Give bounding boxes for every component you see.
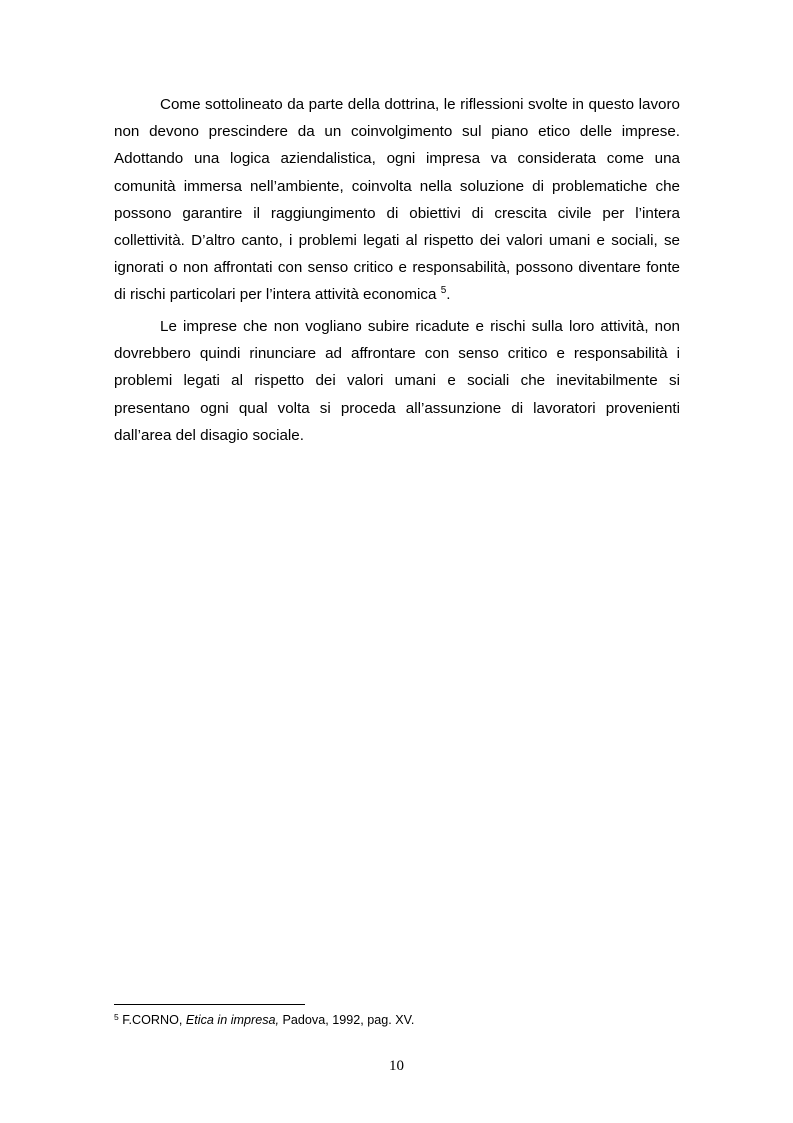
- paragraph-2-text: Le imprese che non vogliano subire ricadute e rischi sulla loro attività, non dovrebbero quindi rinunciare ad affrontare con senso critico e responsabilità i problemi legati al rispetto dei valori umani e sociali che inevitabilmente si presentano ogni qual volta si proceda all’assunzione di lavoratori provenienti dall’area del disagio sociale.: [114, 318, 680, 444]
- footnote-separator: [114, 1004, 305, 1005]
- page-number: 10: [389, 1058, 404, 1074]
- footnote-reference[interactable]: 5: [440, 285, 447, 297]
- footnote: [114, 1012, 680, 1028]
- footnote-author: F.CORNO,: [122, 1013, 183, 1027]
- footnote-details: Padova, 1992, pag. XV.: [282, 1013, 415, 1027]
- footnote-number: 5: [114, 1012, 119, 1022]
- footnote-title: Etica in impresa,: [185, 1013, 279, 1027]
- paragraph-1-text: [114, 91, 680, 309]
- paragraph-2: [114, 313, 680, 449]
- paragraph-1: [114, 91, 680, 309]
- paragraph-1-body: Come sottolineato da parte della dottrina, le riflessioni svolte in questo lavoro non devono prescindere da un coinvolgimento sul piano etico delle imprese. Adottando una logica aziendalistica, ogni impresa va considerata come una comunità immersa nell’ambiente, coinvolta nella soluzione di problematiche che possono garantire il raggiungimento di obiettivi di crescita civile per l’intera collettività. D’altro canto, i problemi legati al rispetto dei valori umani e sociali, se ignorati o non affrontati con senso critico e responsabilità, possono diventare fonte di rischi particolari per l’intera attività economica: [114, 96, 680, 304]
- paragraph-1-tail: .: [446, 286, 451, 304]
